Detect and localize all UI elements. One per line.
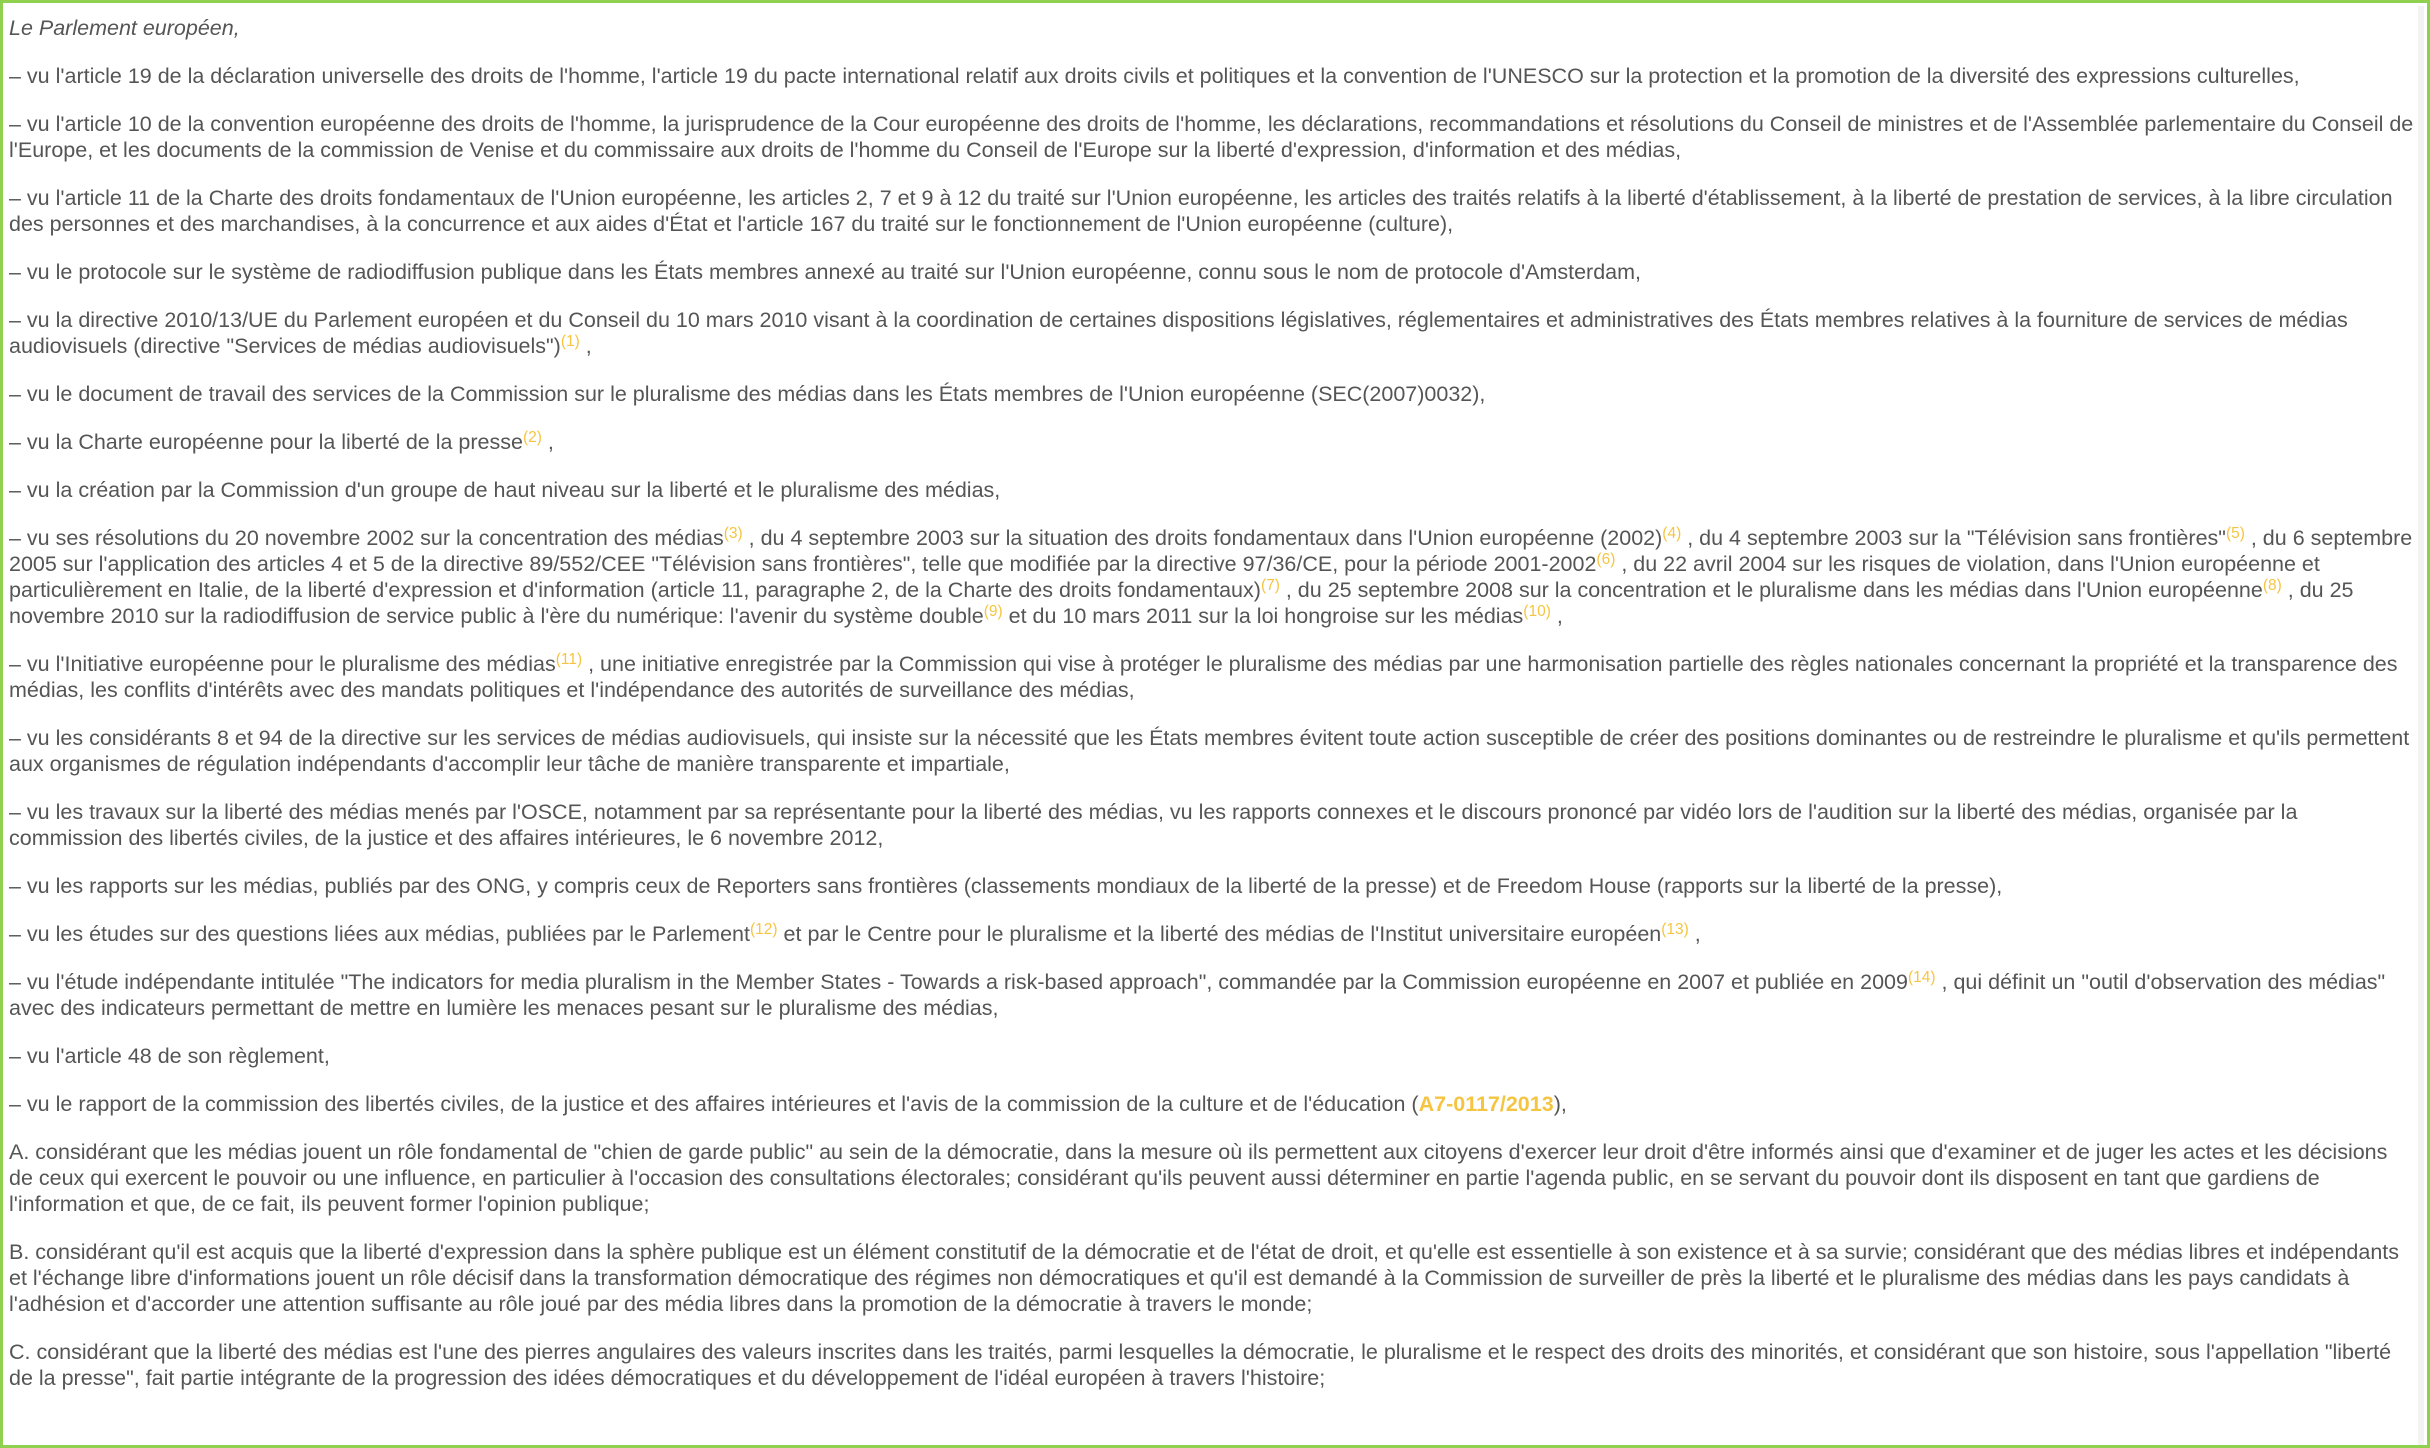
visa-17-end: ),: [1553, 1092, 1567, 1116]
visa-9-text-9: ,: [1550, 604, 1563, 628]
visa-13: – vu les rapports sur les médias, publiés par des ONG, y compris ceux de Reporters sans frontières (classements mondiaux de la liberté de la presse) et de Freedom House (rapports sur la liberté de la presse),: [9, 874, 2003, 898]
visa-11: – vu les considérants 8 et 94 de la directive sur les services de médias audiovisuels, qui insiste sur la nécessité que les États membres évitent toute action susceptible de créer des positions dominantes ou de restreindre le pluralisme et qu'ils permettent aux organismes de régulation indépendants d'accomplir leur tâche de manière transparente et impartiale,: [9, 726, 2410, 776]
footnote-ref-2[interactable]: (2): [522, 429, 542, 446]
recital-b: B. considérant qu'il est acquis que la liberté d'expression dans la sphère publique est un élément constitutif de la démocratie et de l'état de droit, et qu'elle est essentielle à son existence et à sa survie; considérant que des médias libres et indépendants et l'échange libre d'informations jouent un rôle décisif dans la transformation démocratique des régimes non démocratiques et qu'il est demandé à la Commission de surveiller de près la liberté et le pluralisme des médias dans les pays candidats à l'adhésion et d'accorder une attention suffisante au rôle joué par des média libres dans la promotion de la démocratie à travers le monde;: [9, 1240, 2400, 1316]
visa-10: [9, 651, 2415, 703]
visa-9-text-6: , du 25 septembre 2008 sur la concentration et le pluralisme dans les médias dans l'Union européenne: [1279, 578, 2263, 602]
visa-9-text-5: , du 22 avril 2004 sur les risques de violation, dans l'Union européenne et particulièrement en Italie, de la liberté d'expression et d'information (article 11, paragraphe 2, de la Charte des droits fondamentaux): [9, 552, 2320, 602]
visa-8: – vu la création par la Commission d'un groupe de haut niveau sur la liberté et le pluralisme des médias,: [9, 478, 1001, 502]
footnote-ref-10[interactable]: (10): [1523, 603, 1551, 620]
visa-17-text: – vu le rapport de la commission des libertés civiles, de la justice et des affaires intérieures et l'avis de la commission de la culture et de l'éducation (: [9, 1092, 1419, 1116]
footnote-ref-4[interactable]: (4): [1662, 525, 1682, 542]
footnote-ref-11[interactable]: (11): [555, 651, 583, 668]
footnote-ref-5[interactable]: (5): [2225, 525, 2245, 542]
visa-10-text: – vu l'Initiative européenne pour le pluralisme des médias: [9, 652, 556, 676]
visa-17: [9, 1091, 2415, 1117]
footnote-ref-14[interactable]: (14): [1907, 969, 1936, 986]
visa-1: – vu l'article 19 de la déclaration universelle des droits de l'homme, l'article 19 du pacte international relatif aux droits civils et politiques et la convention de l'UNESCO sur la protection et la promotion de la diversité des expressions culturelles,: [9, 64, 2300, 88]
preamble-intro: Le Parlement européen,: [9, 16, 240, 40]
visa-5: [9, 307, 2415, 359]
visa-15-text: – vu l'étude indépendante intitulée "The indicators for media pluralism in the Member States - Towards a risk-based approach", commandée par la Commission européenne en 2007 et publiée en 2009: [9, 970, 1908, 994]
visa-14-text: – vu les études sur des questions liées aux médias, publiées par le Parlement: [9, 922, 750, 946]
visa-7: [9, 429, 2415, 455]
scrollbar-track[interactable]: [2418, 6, 2424, 1448]
footnote-ref-9[interactable]: (9): [983, 603, 1003, 620]
visa-16: – vu l'article 48 de son règlement,: [9, 1044, 330, 1068]
visa-9: [9, 525, 2415, 629]
visa-9-text-3: , du 4 septembre 2003 sur la "Télévision sans frontières": [1681, 526, 2226, 550]
visa-7-text: – vu la Charte européenne pour la liberté de la presse: [9, 430, 523, 454]
visa-9-text-8: et du 10 mars 2011 sur la loi hongroise sur les médias: [1002, 604, 1524, 628]
footnote-ref-13[interactable]: (13): [1661, 921, 1689, 938]
visa-2: – vu l'article 10 de la convention européenne des droits de l'homme, la jurisprudence de la Cour européenne des droits de l'homme, les déclarations, recommandations et résolutions du Conseil de ministres et de l'Assemblée parlementaire du Conseil de l'Europe, et les documents de la commission de Venise et du commissaire aux droits de l'homme du Conseil de l'Europe sur la liberté d'expression, d'information et des médias,: [9, 112, 2414, 162]
footnote-ref-8[interactable]: (8): [2262, 577, 2282, 594]
visa-4: – vu le protocole sur le système de radiodiffusion publique dans les États membres annexé au traité sur l'Union européenne, connu sous le nom de protocole d'Amsterdam,: [9, 260, 1641, 284]
visa-9-text-2: , du 4 septembre 2003 sur la situation des droits fondamentaux dans l'Union européenne (2002): [742, 526, 1663, 550]
visa-5-end: ,: [579, 334, 592, 358]
recital-a: A. considérant que les médias jouent un rôle fondamental de "chien de garde public" au sein de la démocratie, dans la mesure où ils permettent aux citoyens d'exercer leur droit d'être informés ainsi que d'examiner et de juger les actes et les décisions de ceux qui exercent le pouvoir ou une influence, en particulier à l'occasion des consultations électorales; considérant qu'ils peuvent aussi déterminer en partie l'agenda public, en se servant du pouvoir dont ils disposent en tant que gardiens de l'information et que, de ce fait, ils peuvent former l'opinion publique;: [9, 1140, 2388, 1216]
visa-15: [9, 969, 2415, 1021]
visa-10-end: , une initiative enregistrée par la Commission qui vise à protéger le pluralisme des médias par une harmonisation partielle des règles nationales concernant la propriété et la transparence des médias, les conflits d'intérêts avec des mandats politiques et l'indépendance des autorités de surveillance des médias,: [9, 652, 2398, 702]
footnote-ref-1[interactable]: (1): [560, 333, 580, 350]
footnote-ref-12[interactable]: (12): [749, 921, 778, 938]
visa-14-mid: et par le Centre pour le pluralisme et la liberté des médias de l'Institut universitaire européen: [777, 922, 1662, 946]
visa-9-text-1: – vu ses résolutions du 20 novembre 2002 sur la concentration des médias: [9, 526, 724, 550]
visa-12: – vu les travaux sur la liberté des médias menés par l'OSCE, notamment par sa représentante pour la liberté des médias, vu les rapports connexes et le discours prononcé par vidéo lors de l'audition sur la liberté des médias, organisée par la commission des libertés civiles, de la justice et des affaires intérieures, le 6 novembre 2012,: [9, 800, 2298, 850]
footnote-ref-3[interactable]: (3): [723, 525, 743, 542]
visa-14-end: ,: [1688, 922, 1701, 946]
visa-9-text-4: , du 6 septembre 2005 sur l'application des articles 4 et 5 de la directive 89/552/CEE "Télévision sans frontières", telle que modifiée par la directive 97/36/CE, pour la période 2001-2002: [9, 526, 2413, 576]
visa-14: [9, 921, 2415, 947]
report-reference-link[interactable]: A7-0117/2013: [1418, 1092, 1554, 1116]
visa-3: – vu l'article 11 de la Charte des droits fondamentaux de l'Union européenne, les articles 2, 7 et 9 à 12 du traité sur l'Union européenne, les articles des traités relatifs à la liberté d'établissement, à la liberté de prestation de services, à la libre circulation des personnes et des marchandises, à la concurrence et aux aides d'État et l'article 167 du traité sur le fonctionnement de l'Union européenne (culture),: [9, 186, 2393, 236]
visa-7-end: ,: [541, 430, 554, 454]
document-body: [9, 15, 2415, 1413]
visa-15-end: , qui définit un "outil d'observation des médias" avec des indicateurs permettant de mettre en lumière les menaces pesant sur le pluralisme des médias,: [9, 970, 2386, 1020]
visa-6: – vu le document de travail des services de la Commission sur le pluralisme des médias dans les États membres de l'Union européenne (SEC(2007)0032),: [9, 382, 1486, 406]
footnote-ref-6[interactable]: (6): [1596, 551, 1616, 568]
footnote-ref-7[interactable]: (7): [1260, 577, 1280, 594]
visa-5-text: – vu la directive 2010/13/UE du Parlement européen et du Conseil du 10 mars 2010 visant à la coordination de certaines dispositions législatives, réglementaires et administratives des États membres relatives à la fourniture de services de médias audiovisuels (directive "Services de médias audiovisuels"): [9, 308, 2348, 358]
visa-9-text-7: , du 25 novembre 2010 sur la radiodiffusion de service public à l'ère du numérique: l'avenir du système double: [9, 578, 2354, 628]
recital-c: C. considérant que la liberté des médias est l'une des pierres angulaires des valeurs inscrites dans les traités, parmi lesquelles la démocratie, le pluralisme et le respect des droits des minorités, et considérant que son histoire, sous l'appellation "liberté de la presse", fait partie intégrante de la progression des idées démocratiques et du développement de l'idéal européen à travers l'histoire;: [9, 1340, 2392, 1390]
